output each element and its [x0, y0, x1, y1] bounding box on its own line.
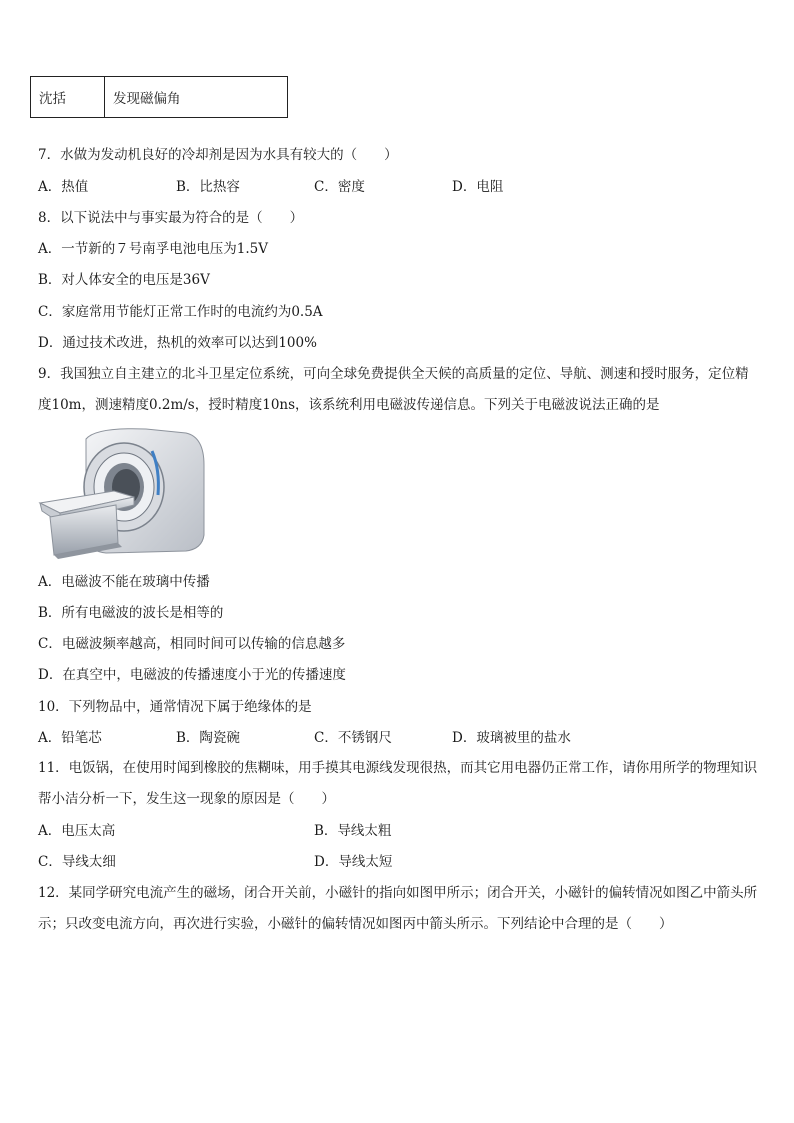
inventor-table [30, 76, 288, 118]
q7-option-b: B．比热容 [176, 179, 240, 195]
table-cell-discovery: 发现磁偏角 [105, 77, 288, 118]
q10-option-b: B．陶瓷碗 [176, 730, 240, 746]
question-10-stem: 10．下列物品中，通常情况下属于绝缘体的是 [38, 699, 312, 715]
question-8-stem: 8．以下说法中与事实最为符合的是（ ） [38, 210, 304, 226]
q8-option-a: A．一节新的７号南孚电池电压为1.5V [38, 241, 268, 257]
question-11-stem: 11．电饭锅，在使用时闻到橡胶的焦糊味，用手摸其电源线发现很热，而其它用电器仍正常工作，请你用所学的物理知识帮小洁分析一下，发生这一现象的原因是（ ） [38, 760, 758, 807]
q7-option-d: D．电阻 [452, 179, 504, 195]
q7-option-c: C．密度 [314, 179, 365, 195]
question-7-stem: 7．水做为发动机良好的冷却剂是因为水具有较大的（ ） [38, 147, 398, 163]
mri-scanner-illustration-icon [36, 425, 210, 559]
q11-option-b: B．导线太粗 [314, 823, 392, 839]
q10-option-a: A．铅笔芯 [38, 730, 102, 746]
q7-option-a: A．热值 [38, 179, 89, 195]
q10-option-c: C．不锈钢尺 [314, 730, 392, 746]
q11-option-d: D．导线太短 [314, 854, 393, 870]
question-9-stem: 9．我国独立自主建立的北斗卫星定位系统，可向全球免费提供全天候的高质量的定位、导航、测速和授时服务，定位精度10m，测速精度0.2m/s，授时精度10ns，该系统利用电磁波传递信息。下列关于电磁波说法正确的是 [38, 366, 749, 413]
q8-option-d: D．通过技术改进，热机的效率可以达到100% [38, 335, 317, 351]
q9-option-d: D．在真空中，电磁波的传播速度小于光的传播速度 [38, 667, 346, 683]
q8-option-c: C．家庭常用节能灯正常工作时的电流约为0.5A [38, 304, 323, 320]
q11-option-a: A．电压太高 [38, 823, 116, 839]
q10-option-d: D．玻璃被里的盐水 [452, 730, 571, 746]
q9-option-a: A．电磁波不能在玻璃中传播 [38, 574, 210, 590]
q8-option-b: B．对人体安全的电压是36V [38, 272, 210, 288]
question-12-stem: 12．某同学研究电流产生的磁场，闭合开关前，小磁针的指向如图甲所示；闭合开关，小磁针的偏转情况如图乙中箭头所示；只改变电流方向，再次进行实验，小磁针的偏转情况如图丙中箭头所示。下列结论中合理的是（ ） [38, 885, 758, 932]
q9-option-c: C．电磁波频率越高，相同时间可以传输的信息越多 [38, 636, 346, 652]
table-row [31, 77, 288, 118]
q9-option-b: B．所有电磁波的波长是相等的 [38, 605, 224, 621]
q11-option-c: C．导线太细 [38, 854, 116, 870]
table-cell-name: 沈括 [31, 77, 105, 118]
